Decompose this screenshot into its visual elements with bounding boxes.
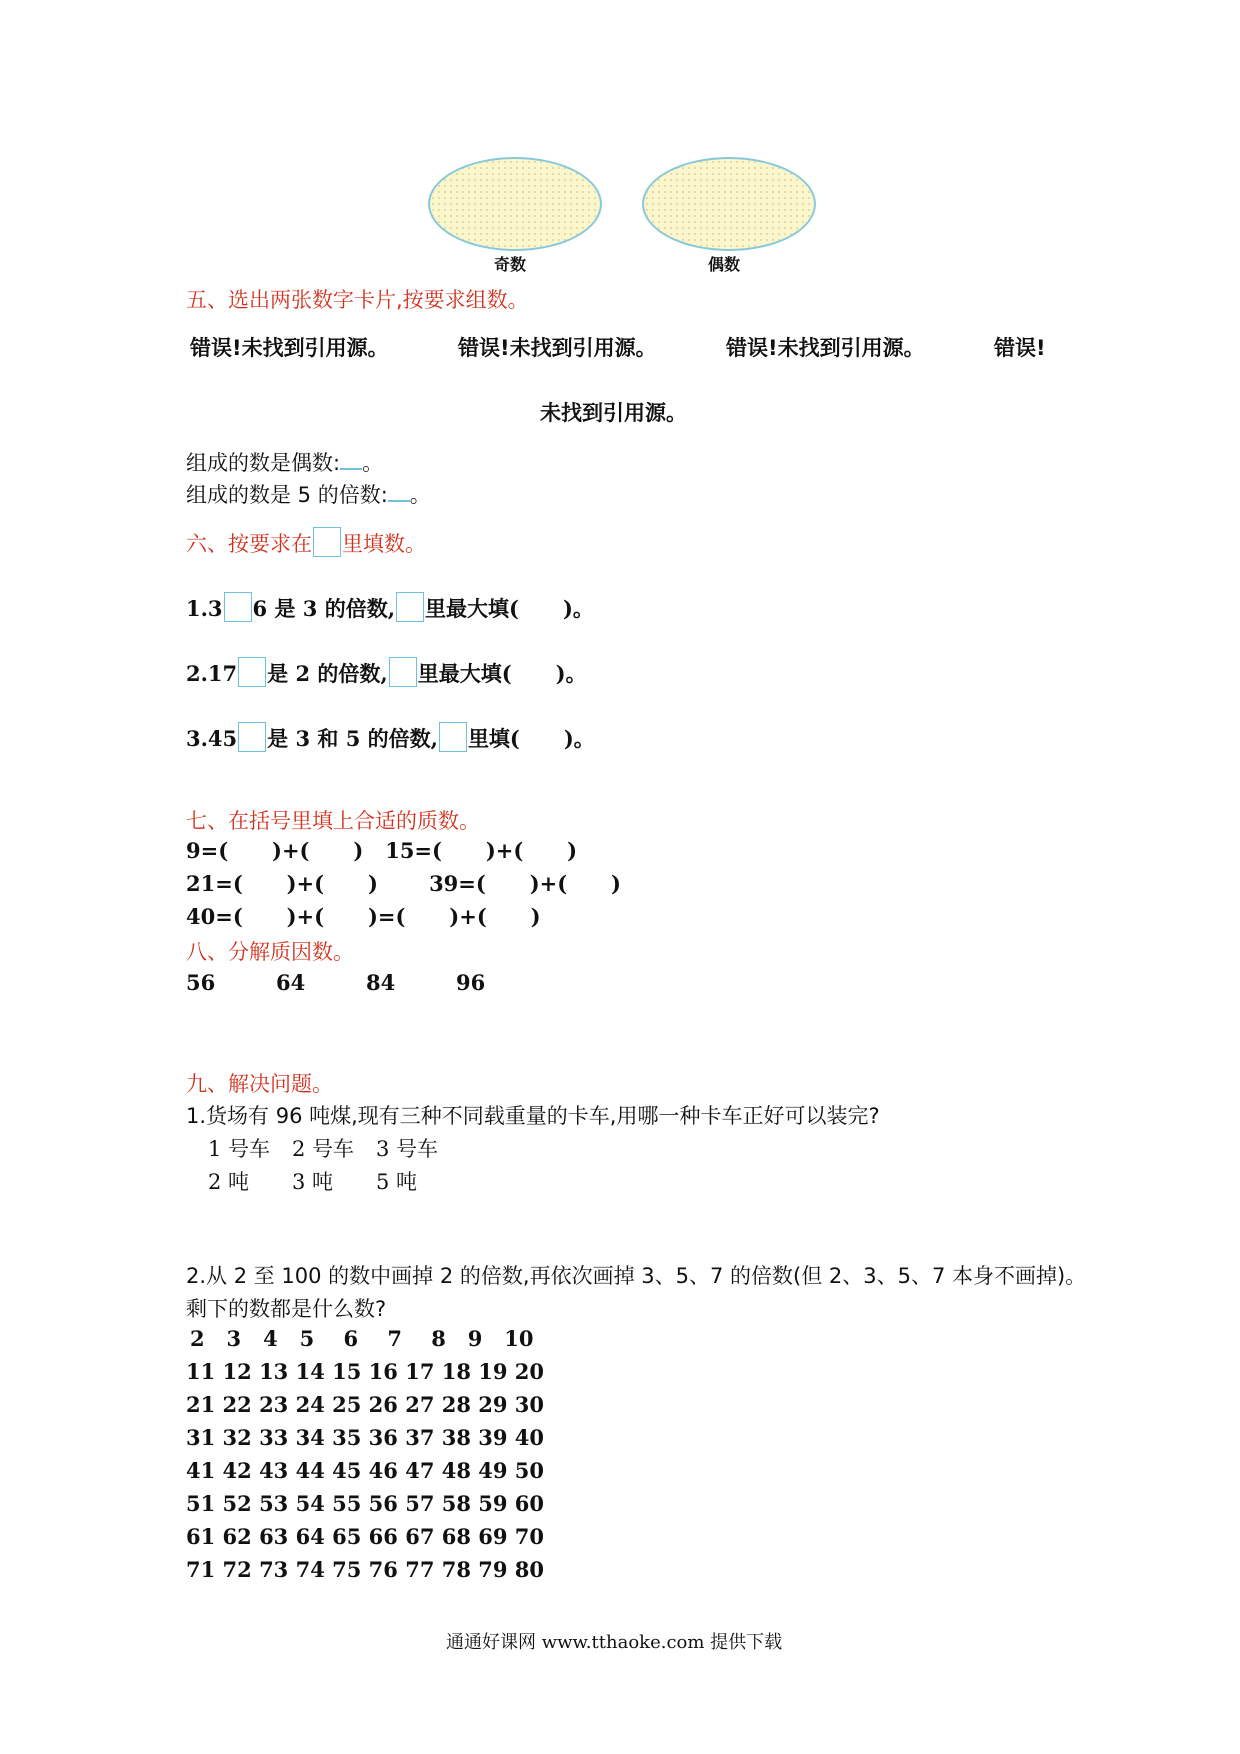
section6-heading [186, 527, 426, 558]
q6-1-end: )。 [562, 596, 594, 621]
problem-2-text-1: 2.从 2 至 100 的数中画掉 2 的倍数,再依次画掉 3、5、7 的倍数(但 2、3、5、7 本身不画掉)。 [186, 1264, 1087, 1288]
q6-1 [186, 592, 594, 623]
q6-2-fill: 里最大填( [417, 661, 512, 686]
odd-numbers-ellipse [428, 157, 602, 251]
q6-2-box-ref [389, 657, 417, 687]
q6-1-mid: 6 是 3 的倍数, [252, 596, 396, 621]
footer-text: 通通好课网 www.tthaoke.com 提供下载 [446, 1632, 783, 1653]
q6-2 [186, 657, 587, 688]
q6-3-fill: 里填( [467, 726, 520, 751]
heading-box-icon [313, 527, 341, 557]
section6-heading-b: 里填数。 [342, 532, 426, 556]
q6-3 [186, 722, 595, 753]
number-row: 11 12 13 14 15 16 17 18 19 20 [186, 1359, 545, 1384]
even-number-label: 组成的数是偶数: [186, 451, 341, 475]
even-label: 偶数 [708, 255, 741, 274]
q6-2-prefix: 2.17 [186, 661, 238, 686]
problem-1-text: 1.货场有 96 吨煤,现有三种不同载重量的卡车,用哪一种卡车正好可以装完? [186, 1104, 880, 1128]
period: 。 [409, 483, 431, 507]
q6-1-fill: 里最大填( [425, 596, 519, 621]
factor-number-84: 84 [366, 970, 396, 995]
truck-name-1: 1 号车 [208, 1137, 271, 1161]
error-ref-cont: 未找到引用源。 [540, 401, 687, 425]
mult5-blank[interactable] [388, 482, 410, 502]
error-ref-1: 错误!未找到引用源。 [190, 336, 389, 360]
q6-3-box[interactable] [238, 722, 266, 752]
section6-heading-a: 六、按要求在 [186, 532, 312, 556]
mult5-line [186, 479, 431, 509]
prime-sum-line-1: 9=( )+( ) 15=( )+( ) [186, 838, 578, 863]
number-row: 61 62 63 64 65 66 67 68 69 70 [186, 1524, 545, 1549]
number-row: 71 72 73 74 75 76 77 78 79 80 [186, 1557, 545, 1582]
section7-heading: 七、在括号里填上合适的质数。 [186, 809, 480, 833]
factor-number-64: 64 [276, 970, 306, 995]
problem-2-text-2: 剩下的数都是什么数? [186, 1297, 387, 1321]
prime-sum-line-3: 40=( )+( )=( )+( ) [186, 904, 541, 929]
period: 。 [362, 451, 384, 475]
q6-1-box-ref [396, 592, 424, 622]
truck-load-1: 2 吨 [208, 1170, 250, 1194]
error-ref-4: 错误! [994, 336, 1046, 360]
q6-2-end: )。 [555, 661, 587, 686]
even-number-blank[interactable] [340, 450, 362, 470]
q6-3-mid: 是 3 和 5 的倍数, [267, 726, 438, 751]
number-row: 2 3 4 5 6 7 8 9 10 [190, 1326, 534, 1351]
q6-1-prefix: 1.3 [186, 596, 223, 621]
factor-number-96: 96 [456, 970, 486, 995]
number-row: 41 42 43 44 45 46 47 48 49 50 [186, 1458, 545, 1483]
q6-2-mid: 是 2 的倍数, [267, 661, 388, 686]
number-row: 31 32 33 34 35 36 37 38 39 40 [186, 1425, 545, 1450]
mult5-label: 组成的数是 5 的倍数: [186, 483, 388, 507]
prime-sum-line-2: 21=( )+( ) 39=( )+( ) [186, 871, 621, 896]
truck-name-3: 3 号车 [376, 1137, 439, 1161]
even-numbers-ellipse [642, 157, 816, 251]
truck-load-3: 5 吨 [376, 1170, 418, 1194]
even-number-line [186, 447, 383, 477]
section9-heading: 九、解决问题。 [186, 1072, 333, 1096]
error-ref-3: 错误!未找到引用源。 [726, 336, 925, 360]
number-row: 21 22 23 24 25 26 27 28 29 30 [186, 1392, 545, 1417]
q6-3-prefix: 3.45 [186, 726, 238, 751]
number-row: 51 52 53 54 55 56 57 58 59 60 [186, 1491, 545, 1516]
truck-name-2: 2 号车 [292, 1137, 355, 1161]
factor-number-56: 56 [186, 970, 216, 995]
odd-label: 奇数 [494, 255, 527, 274]
q6-3-end: )。 [563, 726, 595, 751]
q6-2-box[interactable] [238, 657, 266, 687]
truck-load-2: 3 吨 [292, 1170, 334, 1194]
section8-heading: 八、分解质因数。 [186, 940, 354, 964]
q6-1-box[interactable] [224, 592, 252, 622]
error-ref-2: 错误!未找到引用源。 [458, 336, 657, 360]
q6-3-box-ref [439, 722, 467, 752]
section5-heading: 五、选出两张数字卡片,按要求组数。 [186, 288, 529, 312]
